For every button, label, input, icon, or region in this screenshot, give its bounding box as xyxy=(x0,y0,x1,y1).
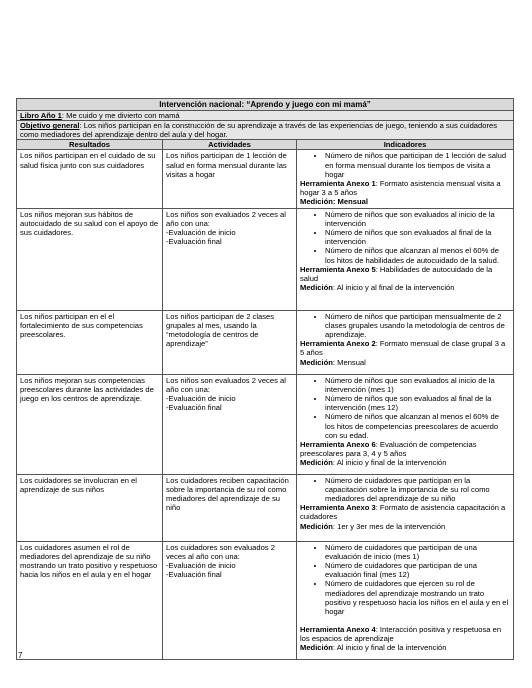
actividad-line: Los cuidadores son evaluados 2 veces al año con una: xyxy=(166,543,275,562)
document-page xyxy=(16,98,513,660)
actividad-line: -Evaluación final xyxy=(166,237,222,247)
table-title: Intervención nacional: “Aprendo y juego con mi mamá” xyxy=(17,99,514,111)
herramienta-label: Herramienta Anexo 4 xyxy=(300,624,376,634)
actividad-line: Los niños son evaluados 2 veces al año con una: xyxy=(166,210,286,229)
indicator-item: • Número de niños que son evaluados al inicio de la intervención (mes 1) xyxy=(325,376,510,394)
objetivo-label: Objetivo general xyxy=(20,121,80,131)
herramienta-label: Herramienta Anexo 1 xyxy=(300,178,376,188)
herramienta-line xyxy=(300,179,510,197)
intervention-table xyxy=(16,98,514,660)
medicion-line xyxy=(300,458,510,467)
indicator-list xyxy=(300,543,510,616)
medicion-label: Medición xyxy=(300,642,333,652)
actividades-cell xyxy=(163,209,297,311)
table-title-row xyxy=(17,99,514,111)
actividad-line: -Evaluación de inicio xyxy=(166,394,236,404)
indicator-list xyxy=(300,476,510,503)
indicator-item: • Número de niños que alcanzan al menos el 60% de los hitos de competencias preescolares de acuerdo con su edad. xyxy=(325,412,510,439)
actividad-line: -Evaluación de inicio xyxy=(166,228,236,238)
header-indicadores: Indicadores xyxy=(297,140,514,150)
resultado-cell: Los niños participan en el cuidado de su salud física junto con sus cuidadores xyxy=(17,150,163,209)
actividad-line: -Evaluación final xyxy=(166,403,222,413)
header-actividades: Actividades xyxy=(163,140,297,150)
table-row xyxy=(17,209,514,311)
medicion-label: Medición xyxy=(300,521,333,531)
herramienta-text: : Evaluación de competencias preescolares para 3, 4 y 5 años xyxy=(300,439,477,458)
indicator-item: • Número de niños que son evaluados al final de la intervención (mes 12) xyxy=(325,394,510,412)
libro-cell xyxy=(17,111,514,121)
medicion-line xyxy=(300,197,510,206)
resultado-cell: Los niños mejoran sus hábitos de autocuidado de su salud con el apoyo de sus cuidadores. xyxy=(17,209,163,311)
herramienta-label: Herramienta Anexo 6 xyxy=(300,439,376,449)
medicion-line xyxy=(300,358,510,367)
herramienta-text: : Formato asistencia mensual visita a hogar 3 a 5 años xyxy=(300,178,501,197)
medicion-label: Medición xyxy=(300,357,333,367)
actividades-cell xyxy=(163,311,297,375)
indicator-list xyxy=(300,376,510,440)
objetivo-cell xyxy=(17,121,514,140)
table-row xyxy=(17,542,514,660)
objetivo-row xyxy=(17,121,514,140)
indicator-list xyxy=(300,312,510,339)
column-header-row xyxy=(17,140,514,150)
actividades-cell xyxy=(163,542,297,660)
medicion-label: Medición xyxy=(300,282,333,292)
indicator-list xyxy=(300,210,510,265)
table-row xyxy=(17,150,514,209)
libro-label: Libro Año 1 xyxy=(20,111,62,121)
indicator-item: • Número de cuidadores que participan de una evaluación final (mes 12) xyxy=(325,561,510,579)
herramienta-text: : Formato de asistencia capacitación a cuidadores xyxy=(300,503,506,522)
indicator-item: • Número de niños que son evaluados al final de la intervención xyxy=(325,228,510,246)
indicator-item: • Número de cuidadores que participan de una evaluación de inicio (mes 1) xyxy=(325,543,510,561)
resultado-cell: Los cuidadores se involucran en el aprendizaje de sus niños xyxy=(17,475,163,542)
table-row xyxy=(17,475,514,542)
page-number: 7 xyxy=(18,651,23,660)
indicadores-cell xyxy=(297,542,514,660)
indicadores-cell xyxy=(297,150,514,209)
actividad-line: -Evaluación final xyxy=(166,570,222,580)
medicion-text: : Al inicio y al final de la intervención xyxy=(332,282,455,292)
actividad-line: Los niños participan de 1 lección de salud en forma mensual durante las visitas a hogar xyxy=(166,151,287,179)
indicadores-cell xyxy=(297,375,514,475)
resultado-cell: Los cuidadores asumen el rol de mediadores del aprendizaje de su niño mostrando un trato positivo y respetuoso hacia los niños en el aula y en el hogar xyxy=(17,542,163,660)
herramienta-line xyxy=(300,503,510,521)
medicion-line xyxy=(300,643,510,652)
indicator-item: • Número de cuidadores que participan en la capacitación sobre la importancia de su rol como mediadores del aprendizaje de su niño xyxy=(325,476,510,503)
medicion-text: : Al inicio y final de la intervención xyxy=(332,642,447,652)
medicion-label: Medición xyxy=(300,457,333,467)
medicion-line xyxy=(300,283,510,292)
libro-row xyxy=(17,111,514,121)
table-row xyxy=(17,375,514,475)
herramienta-line xyxy=(300,440,510,458)
herramienta-label: Herramienta Anexo 3 xyxy=(300,503,376,513)
actividad-line: Los niños son evaluados 2 veces al año con una: xyxy=(166,376,286,395)
actividades-cell xyxy=(163,375,297,475)
resultado-cell: Los niños mejoran sus competencias preescolares durante las actividades de juego en los centros de aprendizaje. xyxy=(17,375,163,475)
actividades-cell xyxy=(163,150,297,209)
table-row xyxy=(17,311,514,375)
medicion-label: Medición: Mensual xyxy=(300,196,368,206)
herramienta-text: : Habilidades de autocuidado de la salud xyxy=(300,264,493,283)
indicator-item: • Número de niños que participan mensualmente de 2 clases grupales usando la metodología de centros de aprendizaje. xyxy=(325,312,510,339)
resultado-cell: Los niños participan en el el fortalecimiento de sus competencias preescolares. xyxy=(17,311,163,375)
header-resultados: Resultados xyxy=(17,140,163,150)
herramienta-text: : Formato mensual de clase grupal 3 a 5 años xyxy=(300,339,506,358)
indicator-list xyxy=(300,151,510,178)
herramienta-label: Herramienta Anexo 5 xyxy=(300,264,376,274)
herramienta-line xyxy=(300,265,510,283)
indicator-item: • Número de cuidadores que ejercen su rol de mediadores del aprendizaje mostrando un trato positivo y respetuoso hacia los niños en el aula y en el hogar xyxy=(325,579,510,615)
objetivo-text: : Los niños participan en la construcción de su aprendizaje a través de las experiencias de juego, teniendo a sus cuidadores como mediadores del aprendizaje dentro del aula y del hogar. xyxy=(20,121,498,140)
medicion-text: : Mensual xyxy=(332,357,366,367)
indicator-item: • Número de niños que participan de 1 lección de salud en forma mensual durante los tiempos de visita a hogar xyxy=(325,151,510,178)
medicion-text: : Al inicio y final de la intervención xyxy=(332,457,447,467)
medicion-line xyxy=(300,522,510,531)
herramienta-line xyxy=(300,625,510,643)
actividades-cell xyxy=(163,475,297,542)
indicadores-cell xyxy=(297,209,514,311)
libro-text: : Me cuido y me divierto con mamá xyxy=(61,111,180,121)
indicator-item: • Número de niños que son evaluados al inicio de la intervención xyxy=(325,210,510,228)
medicion-text: : 1er y 3er mes de la intervención xyxy=(332,521,446,531)
actividad-line: Los cuidadores reciben capacitación sobre la importancia de su rol como mediadores del aprendizaje de su niño xyxy=(166,476,289,513)
indicator-item: • Número de niños que alcanzan al menos el 60% de los hitos de habilidades de autocuidado de la salud. xyxy=(325,246,510,264)
indicadores-cell xyxy=(297,311,514,375)
actividad-line: Los niños participan de 2 clases grupales al mes, usando la “metodología de centros de aprendizaje” xyxy=(166,312,275,349)
actividad-line: -Evaluación de inicio xyxy=(166,561,236,571)
herramienta-label: Herramienta Anexo 2 xyxy=(300,339,376,349)
spacer xyxy=(300,616,510,625)
indicadores-cell xyxy=(297,475,514,542)
herramienta-line xyxy=(300,339,510,357)
herramienta-text: : Interacción positiva y respetuosa en los espacios de aprendizaje xyxy=(300,624,502,643)
